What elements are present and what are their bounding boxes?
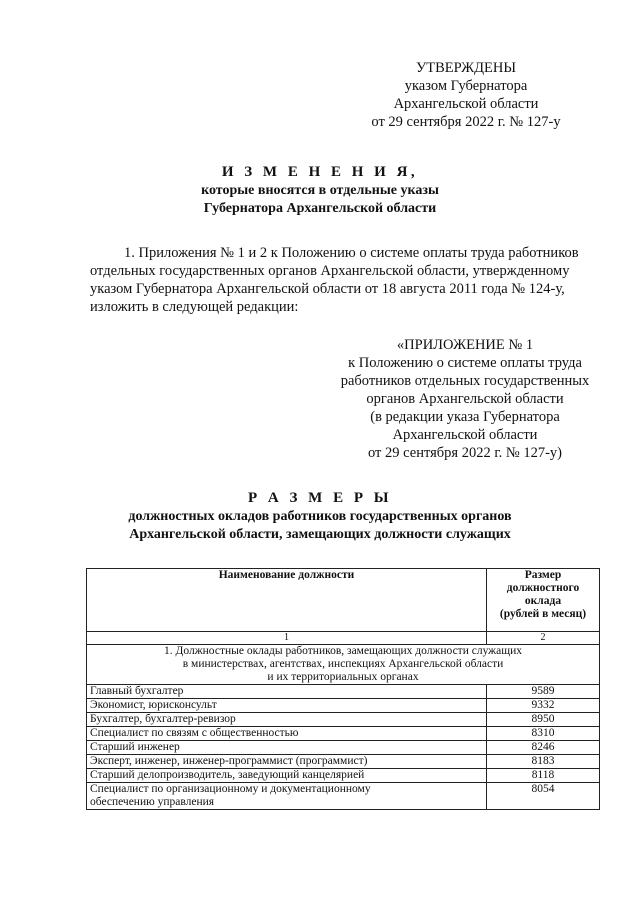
table-header-row bbox=[87, 569, 600, 632]
position-name bbox=[87, 783, 487, 810]
header-salary-line: Размер bbox=[524, 569, 562, 581]
appendix-line: «ПРИЛОЖЕНИЕ № 1 bbox=[396, 337, 534, 353]
column-number: 2 bbox=[487, 632, 600, 645]
position-name-line: обеспечению управления bbox=[90, 796, 215, 808]
changes-title: И З М Е Н Е Н И Я, bbox=[221, 164, 419, 180]
position-name: Старший инженер bbox=[87, 741, 487, 755]
header-position: Наименование должности bbox=[87, 569, 487, 632]
table-row bbox=[87, 755, 600, 769]
position-name-line: Специалист по организационному и документационному bbox=[90, 783, 371, 795]
salary-value: 8246 bbox=[487, 741, 600, 755]
changes-subtitle-line: которые вносятся в отдельные указы bbox=[201, 183, 439, 198]
section-line: в министерствах, агентствах, инспекциях Архангельской области bbox=[182, 658, 504, 670]
appendix-line: органов Архангельской области bbox=[366, 391, 564, 407]
appendix-line: Архангельской области bbox=[392, 427, 538, 443]
approval-line: указом Губернатора bbox=[404, 78, 528, 94]
header-salary-line: (рублей в месяц) bbox=[499, 608, 587, 620]
salary-value: 8183 bbox=[487, 755, 600, 769]
approval-line: от 29 сентября 2022 г. № 127-у bbox=[371, 114, 561, 130]
appendix-line: к Положению о системе оплаты труда bbox=[348, 355, 582, 371]
position-name: Специалист по связям с общественностью bbox=[87, 727, 487, 741]
salary-value: 8054 bbox=[487, 783, 600, 810]
approval-stamp bbox=[336, 59, 596, 131]
paragraph-1 bbox=[90, 244, 600, 316]
salary-value: 9332 bbox=[487, 699, 600, 713]
section-row bbox=[87, 645, 600, 685]
table-row bbox=[87, 713, 600, 727]
approval-line: Архангельской области bbox=[393, 96, 539, 112]
position-name: Бухгалтер, бухгалтер-ревизор bbox=[87, 713, 487, 727]
section-cell bbox=[87, 645, 600, 685]
paragraph-line: 1. Приложения № 1 и 2 к Положению о системе оплаты труда работников bbox=[124, 245, 579, 261]
changes-subtitle-line: Губернатора Архангельской области bbox=[203, 201, 437, 216]
header-salary bbox=[487, 569, 600, 632]
appendix-line: (в редакции указа Губернатора bbox=[370, 409, 560, 425]
position-name: Главный бухгалтер bbox=[87, 685, 487, 699]
salary-value: 9589 bbox=[487, 685, 600, 699]
approval-line: УТВЕРЖДЕНЫ bbox=[415, 60, 517, 76]
paragraph-line: указом Губернатора Архангельской области от 18 августа 2011 года № 124-у, bbox=[90, 281, 565, 297]
changes-heading bbox=[0, 162, 640, 218]
salary-value: 8950 bbox=[487, 713, 600, 727]
salary-value: 8118 bbox=[487, 769, 600, 783]
paragraph-line: изложить в следующей редакции: bbox=[90, 299, 299, 315]
table-row bbox=[87, 769, 600, 783]
sizes-title: Р А З М Е Р Ы bbox=[248, 490, 392, 506]
header-salary-line: оклада bbox=[524, 595, 562, 607]
table-row bbox=[87, 727, 600, 741]
table-row bbox=[87, 741, 600, 755]
table-row bbox=[87, 685, 600, 699]
sizes-subtitle-line: Архангельской области, замещающих должности служащих bbox=[129, 527, 511, 542]
appendix-block bbox=[300, 336, 630, 462]
column-number-row bbox=[87, 632, 600, 645]
section-line: и их территориальных органах bbox=[267, 671, 419, 683]
column-number: 1 bbox=[87, 632, 487, 645]
sizes-heading bbox=[0, 488, 640, 544]
position-name: Эксперт, инженер, инженер-программист (программист) bbox=[87, 755, 487, 769]
sizes-subtitle-line: должностных окладов работников государственных органов bbox=[128, 509, 512, 524]
salary-value: 8310 bbox=[487, 727, 600, 741]
position-name: Экономист, юрисконсульт bbox=[87, 699, 487, 713]
paragraph-line: отдельных государственных органов Архангельской области, утвержденному bbox=[90, 263, 570, 279]
appendix-line: от 29 сентября 2022 г. № 127-у) bbox=[368, 445, 562, 461]
appendix-line: работников отдельных государственных bbox=[340, 373, 590, 389]
salary-table bbox=[86, 568, 600, 810]
position-name: Старший делопроизводитель, заведующий канцелярией bbox=[87, 769, 487, 783]
header-salary-line: должностного bbox=[506, 582, 580, 594]
table-row bbox=[87, 699, 600, 713]
section-line: 1. Должностные оклады работников, замещающих должности служащих bbox=[164, 645, 522, 657]
table-row bbox=[87, 783, 600, 810]
